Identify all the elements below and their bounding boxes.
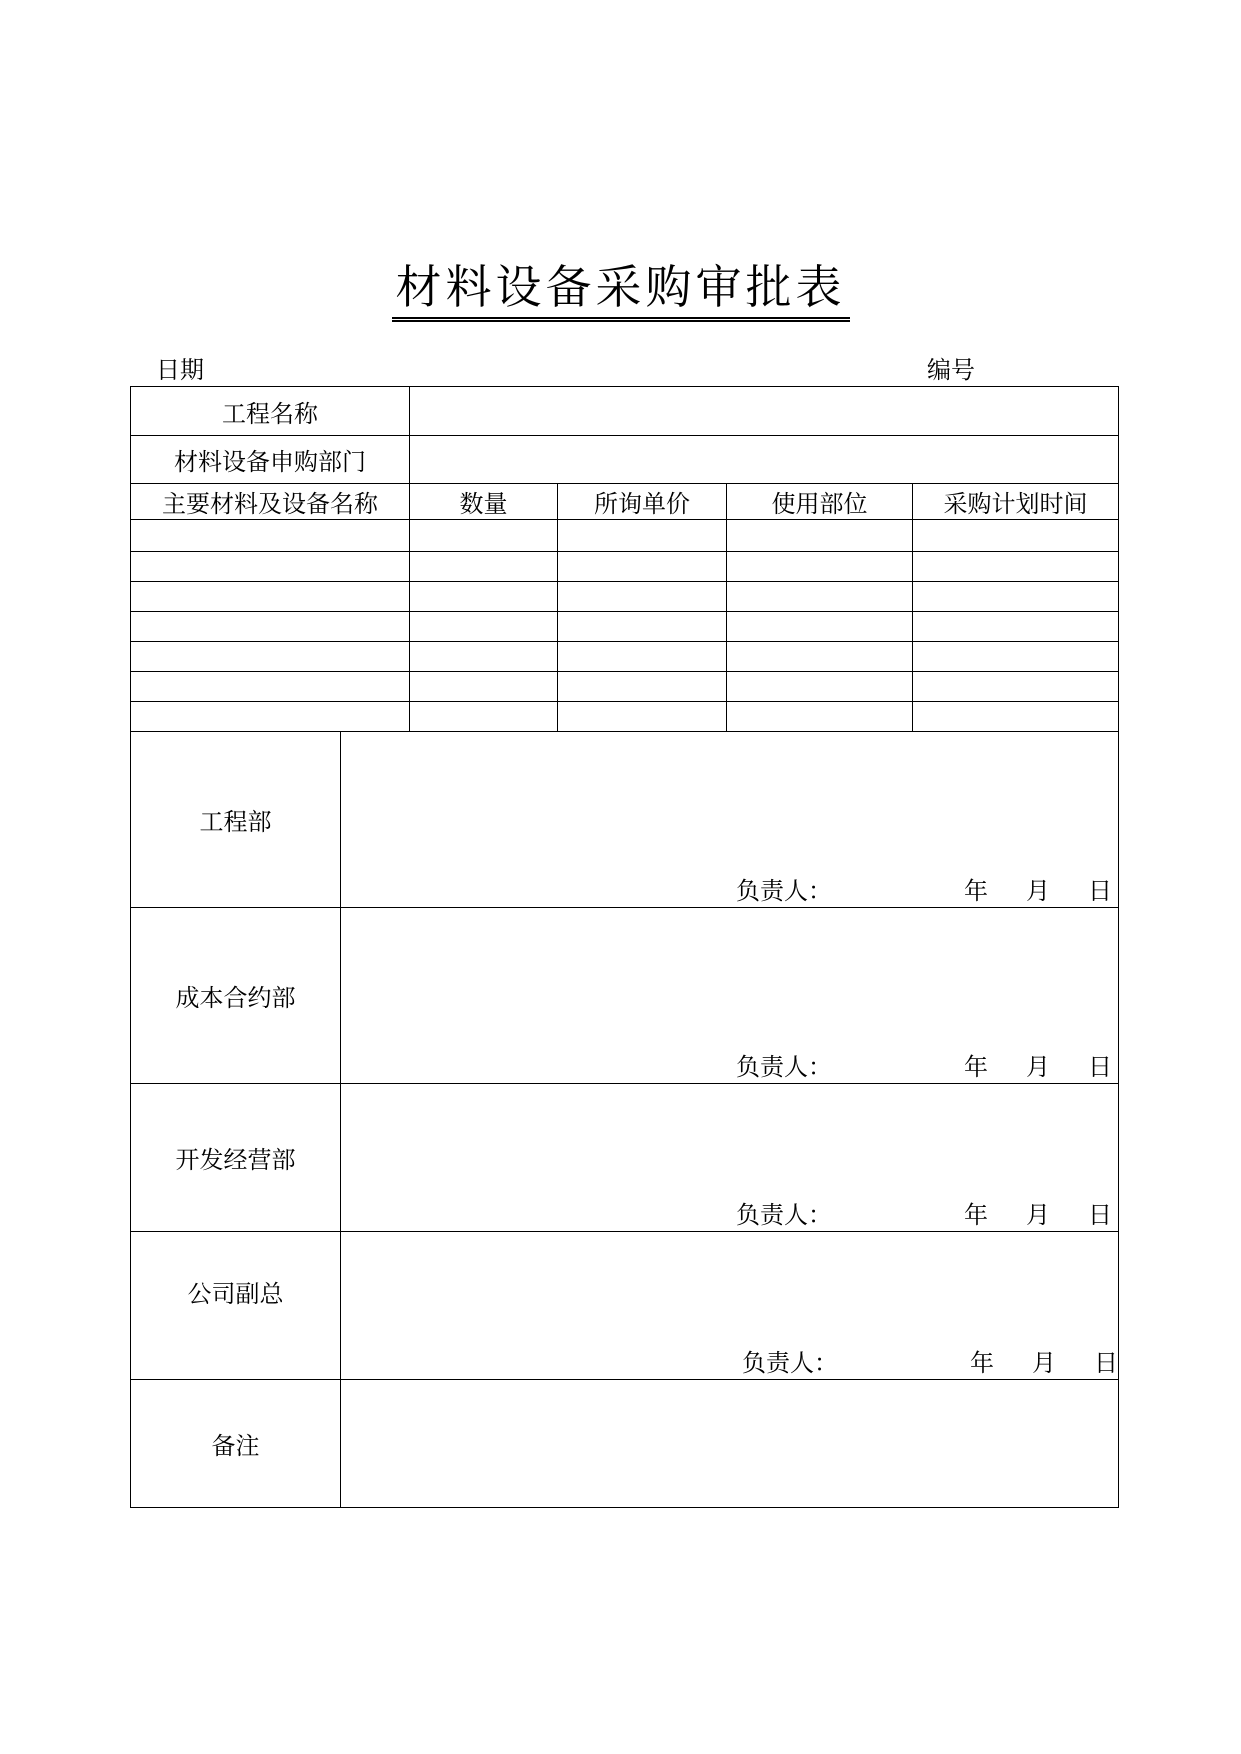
- form-title-text: 材料设备采购审批表: [392, 262, 850, 322]
- approval-row: [131, 908, 1119, 1084]
- time-cell[interactable]: [913, 552, 1119, 582]
- price-cell[interactable]: [558, 582, 727, 612]
- col-header-location: 使用部位: [727, 484, 913, 520]
- signature-line: [736, 1201, 1112, 1229]
- month-label: 月: [1026, 1201, 1050, 1229]
- approval-table: [130, 386, 1119, 1508]
- year-label: 年: [970, 1349, 994, 1377]
- signer-label: 负责人：: [736, 1053, 832, 1081]
- table-row: [131, 582, 1119, 612]
- location-cell[interactable]: [727, 702, 913, 732]
- year-label: 年: [964, 1201, 988, 1229]
- qty-cell[interactable]: [410, 520, 558, 552]
- qty-cell[interactable]: [410, 702, 558, 732]
- approval-row: [131, 1232, 1119, 1380]
- time-cell[interactable]: [913, 702, 1119, 732]
- location-cell[interactable]: [727, 582, 913, 612]
- item-rows: [131, 520, 1119, 732]
- item-name-cell[interactable]: [131, 642, 410, 672]
- price-cell[interactable]: [558, 612, 727, 642]
- signature-line: [742, 1349, 1118, 1377]
- price-cell[interactable]: [558, 642, 727, 672]
- time-cell[interactable]: [913, 642, 1119, 672]
- time-cell[interactable]: [913, 520, 1119, 552]
- col-header-price: 所询单价: [558, 484, 727, 520]
- signer-label: 负责人：: [736, 877, 832, 905]
- price-cell[interactable]: [558, 672, 727, 702]
- item-name-cell[interactable]: [131, 582, 410, 612]
- location-cell[interactable]: [727, 552, 913, 582]
- remarks-row: [131, 1380, 1119, 1508]
- location-cell[interactable]: [727, 672, 913, 702]
- remarks-label: 备注: [131, 1380, 341, 1508]
- day-label: 日: [1088, 1053, 1112, 1081]
- month-label: 月: [1026, 1053, 1050, 1081]
- col-header-time: 采购计划时间: [913, 484, 1119, 520]
- day-label: 日: [1088, 877, 1112, 905]
- location-cell[interactable]: [727, 520, 913, 552]
- location-cell[interactable]: [727, 612, 913, 642]
- year-label: 年: [964, 1053, 988, 1081]
- month-label: 月: [1026, 877, 1050, 905]
- project-name-field[interactable]: [410, 387, 1119, 436]
- number-label: 编号: [927, 356, 975, 384]
- location-cell[interactable]: [727, 642, 913, 672]
- qty-cell[interactable]: [410, 582, 558, 612]
- item-name-cell[interactable]: [131, 702, 410, 732]
- project-name-label: 工程名称: [131, 387, 410, 436]
- approval-label: 工程部: [131, 732, 341, 908]
- approval-row: [131, 1084, 1119, 1232]
- approval-field[interactable]: [341, 732, 1119, 908]
- table-row: [131, 520, 1119, 552]
- year-label: 年: [964, 877, 988, 905]
- time-cell[interactable]: [913, 612, 1119, 642]
- dept-field[interactable]: [410, 436, 1119, 484]
- approval-field[interactable]: [341, 1232, 1119, 1380]
- item-name-cell[interactable]: [131, 612, 410, 642]
- col-header-qty: 数量: [410, 484, 558, 520]
- item-name-cell[interactable]: [131, 672, 410, 702]
- form-title: [0, 262, 1241, 322]
- day-label: 日: [1088, 1201, 1112, 1229]
- dept-row: [131, 436, 1119, 484]
- table-row: [131, 642, 1119, 672]
- approval-label: 公司副总: [131, 1232, 341, 1380]
- item-name-cell[interactable]: [131, 552, 410, 582]
- approval-row: [131, 732, 1119, 908]
- signature-line: [736, 877, 1112, 905]
- table-row: [131, 702, 1119, 732]
- price-cell[interactable]: [558, 520, 727, 552]
- approval-field[interactable]: [341, 1084, 1119, 1232]
- qty-cell[interactable]: [410, 642, 558, 672]
- day-label: 日: [1094, 1349, 1118, 1377]
- remarks-field[interactable]: [341, 1380, 1119, 1508]
- signer-label: 负责人：: [736, 1201, 832, 1229]
- table-row: [131, 552, 1119, 582]
- item-name-cell[interactable]: [131, 520, 410, 552]
- col-header-item: 主要材料及设备名称: [131, 484, 410, 520]
- qty-cell[interactable]: [410, 612, 558, 642]
- dept-label: 材料设备申购部门: [131, 436, 410, 484]
- signer-label: 负责人：: [742, 1349, 838, 1377]
- qty-cell[interactable]: [410, 552, 558, 582]
- price-cell[interactable]: [558, 702, 727, 732]
- approval-field[interactable]: [341, 908, 1119, 1084]
- date-label: 日期: [156, 356, 204, 384]
- project-name-row: [131, 387, 1119, 436]
- approval-label: 开发经营部: [131, 1084, 341, 1232]
- month-label: 月: [1032, 1349, 1056, 1377]
- column-header-row: [131, 484, 1119, 520]
- time-cell[interactable]: [913, 672, 1119, 702]
- table-row: [131, 612, 1119, 642]
- approval-label: 成本合约部: [131, 908, 341, 1084]
- time-cell[interactable]: [913, 582, 1119, 612]
- table-row: [131, 672, 1119, 702]
- signature-line: [736, 1053, 1112, 1081]
- qty-cell[interactable]: [410, 672, 558, 702]
- price-cell[interactable]: [558, 552, 727, 582]
